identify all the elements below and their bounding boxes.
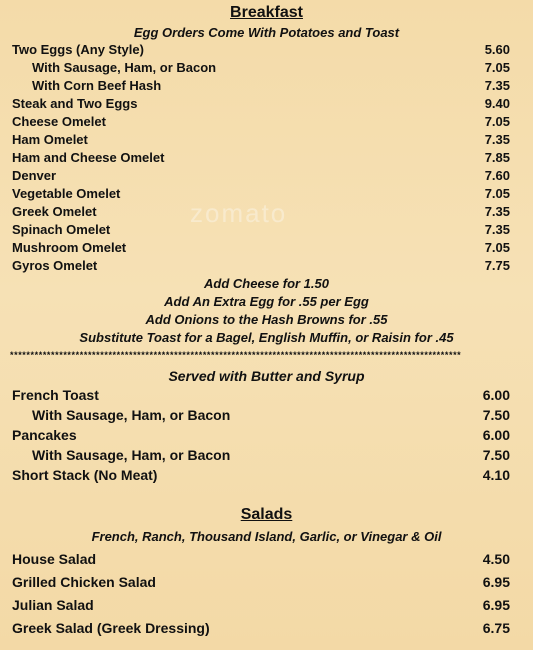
menu-item xyxy=(12,574,510,592)
item-price: 7.05 xyxy=(484,114,510,129)
breakfast-title: Breakfast xyxy=(230,4,303,21)
item-name: French Toast xyxy=(12,387,99,403)
item-name: Cheese Omelet xyxy=(12,114,106,129)
salads-subtitle: French, Ranch, Thousand Island, Garlic, or Vinegar & Oil xyxy=(91,529,442,544)
item-name: Greek Omelet xyxy=(12,204,97,219)
watermark: zomato xyxy=(190,198,288,228)
item-price: 7.75 xyxy=(484,258,510,273)
item-name: Mushroom Omelet xyxy=(12,240,127,255)
item-name: Ham and Cheese Omelet xyxy=(12,150,165,165)
menu-item xyxy=(12,168,510,186)
menu-item xyxy=(12,42,510,60)
item-name: With Sausage, Ham, or Bacon xyxy=(32,407,231,423)
item-name: Ham Omelet xyxy=(12,132,88,147)
item-price: 4.50 xyxy=(482,551,510,567)
menu-item xyxy=(12,258,510,276)
menu-item xyxy=(12,620,510,638)
item-price: 7.35 xyxy=(484,222,510,237)
menu-item xyxy=(12,427,510,445)
item-name: House Salad xyxy=(12,551,97,567)
item-name: Steak and Two Eggs xyxy=(12,96,138,111)
menu-item xyxy=(12,60,510,78)
item-price: 4.10 xyxy=(482,467,510,483)
item-name: With Corn Beef Hash xyxy=(32,78,162,93)
menu-item xyxy=(12,186,510,204)
menu-item xyxy=(12,467,510,485)
item-name: Short Stack (No Meat) xyxy=(12,467,158,483)
menu-item xyxy=(12,96,510,114)
item-price: 7.35 xyxy=(484,132,510,147)
item-price: 7.05 xyxy=(484,60,510,75)
menu-item xyxy=(12,114,510,132)
item-price: 7.05 xyxy=(484,186,510,201)
item-name: Gyros Omelet xyxy=(12,258,98,273)
menu-item xyxy=(12,132,510,150)
item-name: Julian Salad xyxy=(12,597,94,613)
menu-item xyxy=(12,222,510,240)
item-price: 7.50 xyxy=(482,447,510,463)
item-price: 7.35 xyxy=(484,78,510,93)
item-price: 7.35 xyxy=(484,204,510,219)
item-name: With Sausage, Ham, or Bacon xyxy=(32,60,217,75)
menu-item xyxy=(12,597,510,615)
item-price: 6.00 xyxy=(482,387,510,403)
item-price: 5.60 xyxy=(484,42,510,57)
item-price: 7.60 xyxy=(484,168,510,183)
item-price: 9.40 xyxy=(484,96,510,111)
addon-note: Add Cheese for 1.50 xyxy=(204,276,329,291)
item-price: 6.75 xyxy=(482,620,510,636)
item-name: With Sausage, Ham, or Bacon xyxy=(32,447,231,463)
item-name: Pancakes xyxy=(12,427,77,443)
item-name: Denver xyxy=(12,168,57,183)
addon-note: Add Onions to the Hash Browns for .55 xyxy=(145,312,388,327)
item-price: 7.05 xyxy=(484,240,510,255)
menu-item xyxy=(12,551,510,569)
item-price: 7.85 xyxy=(484,150,510,165)
item-price: 6.95 xyxy=(482,597,510,613)
item-price: 7.50 xyxy=(482,407,510,423)
item-name: Greek Salad (Greek Dressing) xyxy=(12,620,210,636)
item-price: 6.95 xyxy=(482,574,510,590)
item-price: 6.00 xyxy=(482,427,510,443)
item-name: Spinach Omelet xyxy=(12,222,111,237)
menu-item xyxy=(12,447,510,465)
addon-note: Add An Extra Egg for .55 per Egg xyxy=(164,294,369,309)
addon-note: Substitute Toast for a Bagel, English Muffin, or Raisin for .45 xyxy=(79,330,454,345)
menu-item xyxy=(12,150,510,168)
griddle-subtitle: Served with Butter and Syrup xyxy=(168,368,365,384)
salads-title: Salads xyxy=(240,506,293,523)
menu-item xyxy=(12,78,510,96)
item-name: Grilled Chicken Salad xyxy=(12,574,156,590)
menu-item xyxy=(12,387,510,405)
menu-item xyxy=(12,407,510,425)
menu-item xyxy=(12,204,510,222)
star-divider: ************************************************************************************************************** xyxy=(10,350,462,360)
item-name: Two Eggs (Any Style) xyxy=(12,42,144,57)
item-name: Vegetable Omelet xyxy=(12,186,121,201)
breakfast-subtitle: Egg Orders Come With Potatoes and Toast xyxy=(133,25,400,40)
menu-item xyxy=(12,240,510,258)
